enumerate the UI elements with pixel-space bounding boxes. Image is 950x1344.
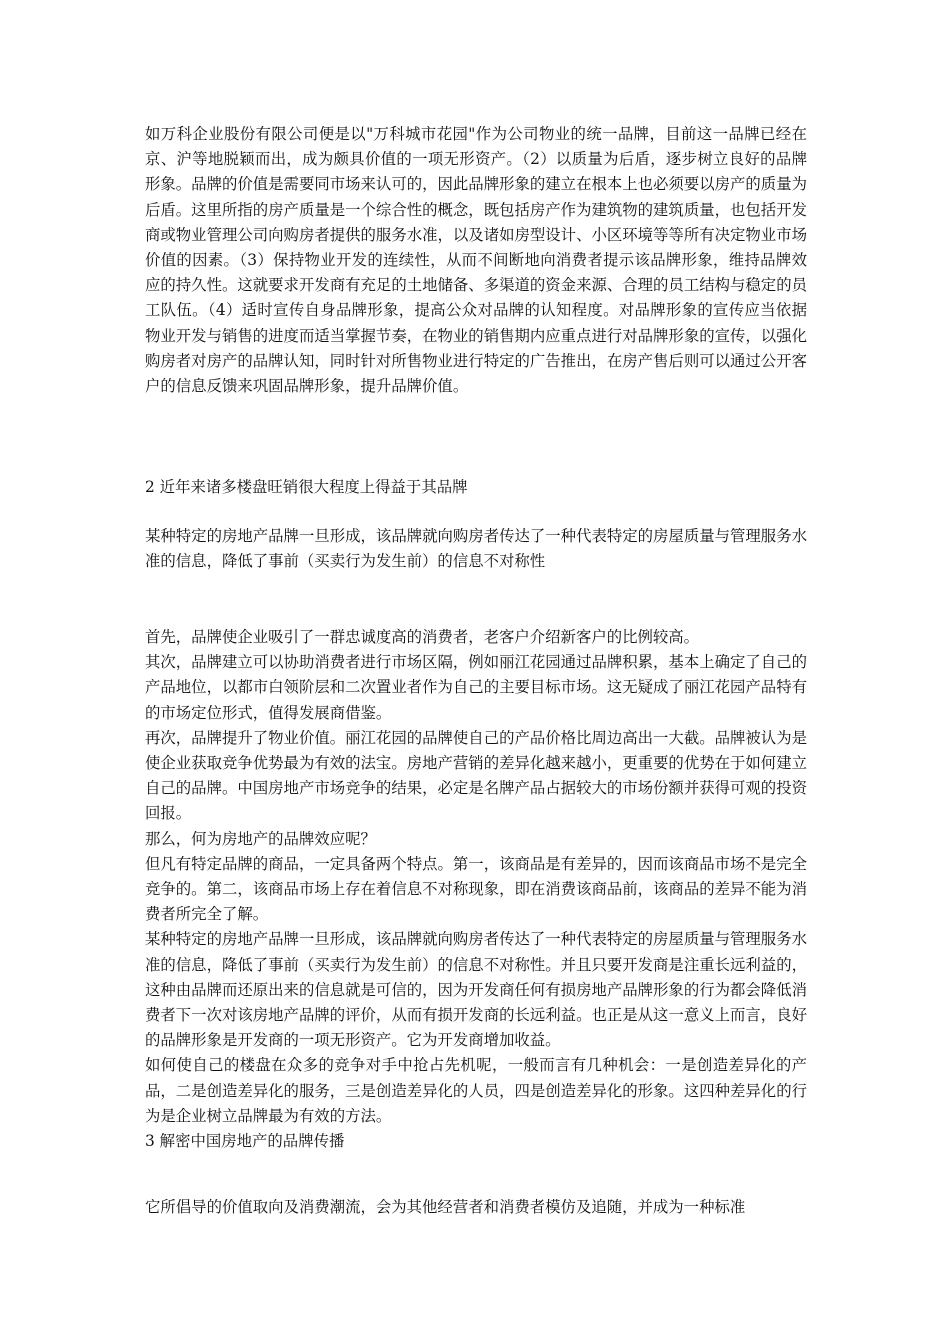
paragraph-brand-strategy: [145, 122, 807, 399]
paragraph-text: 它所倡导的价值取向及消费潮流，会为其他经营者和消费者模仿及追随，并成为一种标准: [145, 1198, 746, 1216]
paragraph-third: 再次，品牌提升了物业价值。丽江花园的品牌使自己的产品价格比周边高出一大截。品牌被认为是使企业获取竞争优势最为有效的法宝。房地产营销的差异化越来越小，更重要的优势在于如何建立自己的品牌。中国房地产市场竞争的结果，必定是名牌产品占据较大的市场份额并获得可观的投资回报。: [145, 728, 807, 823]
paragraph-text: 某种特定的房地产品牌一旦形成，该品牌就向购房者传达了一种代表特定的房屋质量与管理服务水准的信息，降低了事前（买卖行为发生前）的信息不对称性: [145, 527, 807, 571]
paragraph-brand-information: [145, 524, 807, 574]
paragraph-first: 首先，品牌使企业吸引了一群忠诚度高的消费者，老客户介绍新客户的比例较高。: [145, 628, 700, 646]
section-body: [145, 625, 807, 1154]
section-heading-2: 2 近年来诸多楼盘旺销很大程度上得益于其品牌: [145, 478, 468, 496]
paragraph-question: 那么，何为房地产的品牌效应呢？: [145, 829, 376, 848]
paragraph-second: 其次，品牌建立可以协助消费者进行市场区隔，例如丽江花园通过品牌积累，基本上确定了自己的产品地位，以都市白领阶层和二次置业者作为自己的主要目标市场。这无疑成了丽江花园产品特有的市场定位形式，值得发展商借鉴。: [145, 653, 807, 722]
paragraph-brand-communication: [145, 1195, 807, 1220]
section-heading-3: 3 解密中国房地产的品牌传播: [145, 1132, 345, 1151]
paragraph-two-features: 但凡有特定品牌的商品，一定具备两个特点。第一，该商品是有差异的，因而该商品市场不是完全竞争的。第二，该商品市场上存在着信息不对称现象，即在消费该商品前，该商品的差异不能为消费者所完全了解。: [145, 854, 807, 924]
paragraph-differentiation: 如何使自己的楼盘在众多的竞争对手中抢占先机呢，一般而言有几种机会：一是创造差异化的产品，二是创造差异化的服务，三是创造差异化的人员，四是创造差异化的形象。这四种差异化的行为是企业树立品牌最为有效的方法。: [145, 1056, 807, 1125]
paragraph-brand-value: 某种特定的房地产品牌一旦形成，该品牌就向购房者传达了一种代表特定的房屋质量与管理服务水准的信息，降低了事前（买卖行为发生前）的信息不对称性。并且只要开发商是注重长远利益的，这种由品牌而还原出来的信息就是可信的，因为开发商任何有损房地产品牌形象的行为都会降低消费者下一次对该房地产品牌的评价，从而有损开发商的长远利益。也正是从这一意义上而言，良好的品牌形象是开发商的一项无形资产。它为开发商增加收益。: [145, 930, 807, 1050]
paragraph-text: 如万科企业股份有限公司便是以"万科城市花园"作为公司物业的统一品牌，目前这一品牌已经在京、沪等地脱颖而出，成为颇具价值的一项无形资产。（2）以质量为后盾，逐步树立良好的品牌形象。品牌的价值是需要同市场来认可的，因此品牌形象的建立在根本上也必须要以房产的质量为后盾。这里所指的房产质量是一个综合性的概念，既包括房产作为建筑物的建筑质量，也包括开发商或物业管理公司向购房者提供的服务水准，以及诸如房型设计、小区环境等等所有决定物业市场价值的因素。（3）保持物业开发的连续性，从而不间断地向消费者提示该品牌形象，维持品牌效应的持久性。这就要求开发商有充足的土地储备、多渠道的资金来源、合理的员工结构与稳定的员工队伍。（4）适时宣传自身品牌形象，提高公众对品牌的认知程度。对品牌形象的宣传应当依据物业开发与销售的进度而适当掌握节奏，在物业的销售期内应重点进行对品牌形象的宣传，以强化购房者对房产的品牌认知，同时针对所售物业进行特定的广告推出，在房产售后则可以通过公开客户的信息反馈来巩固品牌形象，提升品牌价值。: [145, 125, 807, 396]
